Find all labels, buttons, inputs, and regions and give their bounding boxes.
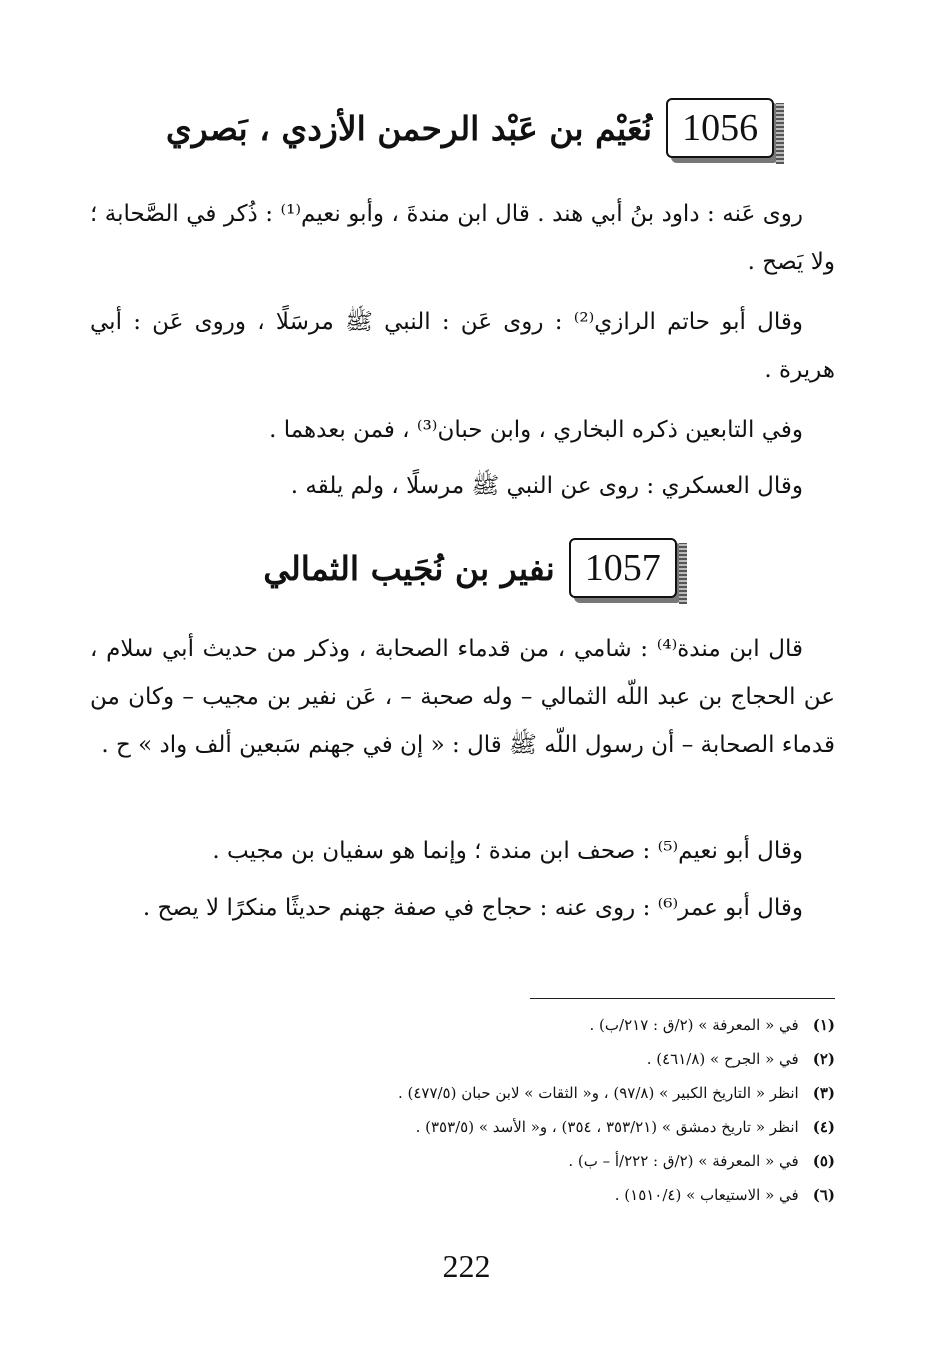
footnote-label: (١): [812, 1016, 835, 1034]
footnote-label: (٦): [812, 1186, 835, 1204]
footnote: [90, 1042, 835, 1076]
footnote: [90, 1110, 835, 1144]
entry-heading-1056: [90, 88, 850, 168]
entry-name: نُعَيْم بن عَبْد الرحمن الأزدي ، بَصري: [165, 108, 653, 148]
paragraph: وقال أبو نعيم⁽⁵⁾ : صحف ابن مندة ؛ وإنما هو سفيان بن مجيب .: [212, 838, 803, 864]
entry-number-box: [666, 98, 774, 158]
footnote-text: في « الجرح » (٤٦١/٨) .: [646, 1050, 799, 1068]
paragraph: وقال أبو عمر⁽⁶⁾ : روى عنه : حجاج في صفة جهنم حديثًا منكرًا لا يصح .: [142, 895, 803, 921]
footnote-text: انظر « تاريخ دمشق » (٣٥٣/٢١ ، ٣٥٤) ، و« الأسد » (٣٥٣/٥) .: [415, 1118, 799, 1136]
footnote-label: (٥): [812, 1152, 835, 1170]
entry-number-box: [569, 538, 677, 598]
footnotes: [90, 1008, 835, 1212]
paragraph: قال ابن مندة⁽⁴⁾ : شامي ، من قدماء الصحابة ، وذكر من حديث أبي سلام ، عن الحجاج بن عبد اللّه الثمالي – وله صحبة – ، عَن نفير بن مجيب – وكان من قدماء الصحابة – أن رسول اللّه ﷺ قال : « إن في جهنم سَبعين ألف واد » ح .: [90, 636, 835, 758]
paragraph: وفي التابعين ذكره البخاري ، وابن حبان⁽³⁾ ، فمن بعدهما .: [269, 417, 803, 443]
footnote-text: في « الاستيعاب » (١٥١٠/٤) .: [614, 1186, 799, 1204]
footnote: [90, 1076, 835, 1110]
entry-number: 1056: [682, 107, 759, 149]
page-number: 222: [442, 1248, 491, 1284]
entry-name: نفير بن نُجَيب الثمالي: [263, 548, 555, 588]
footnote: [90, 1008, 835, 1042]
footnote-text: انظر « التاريخ الكبير » (٩٧/٨) ، و« الثقات » لابن حبان (٤٧٧/٥) .: [397, 1084, 799, 1102]
paragraph: وقال أبو حاتم الرازي⁽²⁾ : روى عَن : النبي ﷺ مرسَلًا ، وروى عَن : أبي هريرة .: [90, 309, 835, 383]
footnote-text: في « المعرفة » (٢/ق : ٢٢٢/أ – ب) .: [568, 1152, 799, 1170]
footnote: [90, 1144, 835, 1178]
entry-number: 1057: [584, 547, 661, 589]
footnote-label: (٤): [812, 1118, 835, 1136]
footnote-label: (٣): [812, 1084, 835, 1102]
paragraph: روى عَنه : داود بنُ أبي هند . قال ابن مندةَ ، وأبو نعيم⁽¹⁾ : ذُكر في الصَّحابة ؛ ولا يَصح .: [90, 201, 835, 275]
entry-heading-1057: [90, 528, 850, 608]
footnote: [90, 1178, 835, 1212]
footnote-label: (٢): [812, 1050, 835, 1068]
footnote-text: في « المعرفة » (٢/ق : ٢١٧/ب) .: [589, 1016, 799, 1034]
footnote-divider: [530, 998, 835, 999]
paragraph: وقال العسكري : روى عن النبي ﷺ مرسلًا ، ولم يلقه .: [290, 473, 803, 499]
